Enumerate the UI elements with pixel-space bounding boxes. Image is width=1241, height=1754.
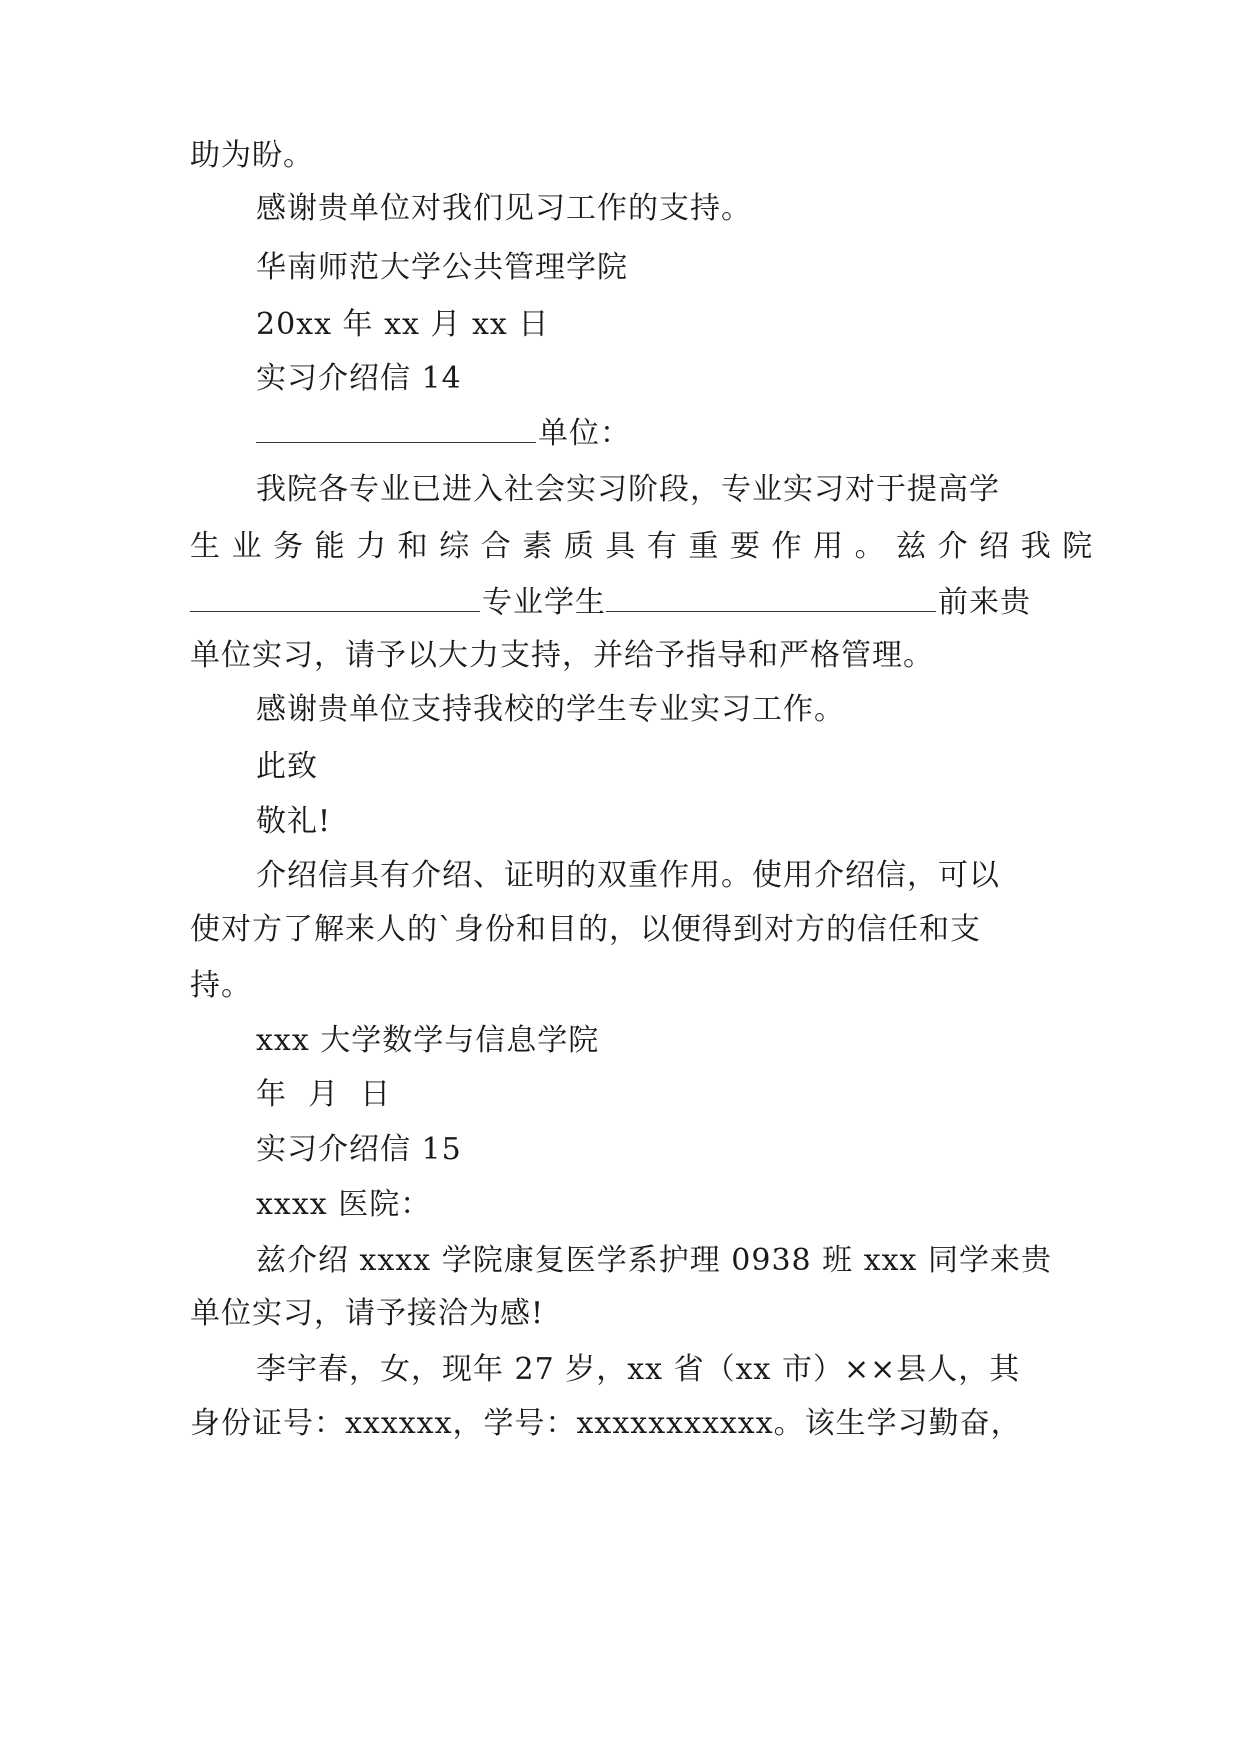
text-line: 使对方了解来人的`身份和目的，以便得到对方的信任和支: [190, 912, 981, 947]
date-line: 20xx 年 xx 月 xx 日: [256, 307, 550, 342]
fill-in-line: [190, 581, 1052, 623]
text-line: 我院各专业已进入社会实习阶段，专业实习对于提高学: [256, 472, 1000, 507]
text-line: 身份证号：xxxxxx，学号：xxxxxxxxxxx。该生学习勤奋，: [190, 1406, 1022, 1441]
blank-underline: [256, 412, 536, 443]
text-line: 单位实习，请予以大力支持，并给予指导和严格管理。: [190, 638, 934, 673]
text-line: 持。: [190, 968, 252, 1003]
visit-label: 前来贵: [938, 585, 1031, 620]
date-line: 年 月 日: [256, 1077, 392, 1112]
recipient-label: 单位：: [538, 416, 631, 451]
text-line: 感谢贵单位支持我校的学生专业实习工作。: [256, 692, 845, 727]
text-line: 此致: [256, 749, 318, 784]
text-line: 生 业 务 能 力 和 综 合 素 质 具 有 重 要 作 用 。 兹 介 绍 我 院: [190, 529, 1094, 564]
recipient-line: xxxx 医院：: [256, 1187, 432, 1222]
text-line: 敬礼!: [256, 804, 332, 839]
text-line: 单位实习，请予接洽为感!: [190, 1296, 545, 1331]
text-line: 介绍信具有介绍、证明的双重作用。使用介绍信，可以: [256, 858, 1000, 893]
text-line: 感谢贵单位对我们见习工作的支持。: [256, 191, 752, 226]
text-line: 兹介绍 xxxx 学院康复医学系护理 0938 班 xxx 同学来贵: [256, 1243, 1052, 1278]
letter-heading: 实习介绍信 15: [256, 1132, 462, 1167]
major-label: 专业学生: [482, 585, 606, 620]
recipient-line: [256, 412, 1052, 454]
text-line: 助为盼。: [190, 138, 314, 173]
text-line: 华南师范大学公共管理学院: [256, 250, 628, 285]
letter-heading: 实习介绍信 14: [256, 361, 462, 396]
blank-underline: [190, 581, 480, 612]
blank-underline: [606, 581, 936, 612]
signature-line: xxx 大学数学与信息学院: [256, 1023, 600, 1058]
text-line: 李宇春，女，现年 27 岁，xx 省（xx 市）××县人，其: [256, 1352, 1021, 1387]
